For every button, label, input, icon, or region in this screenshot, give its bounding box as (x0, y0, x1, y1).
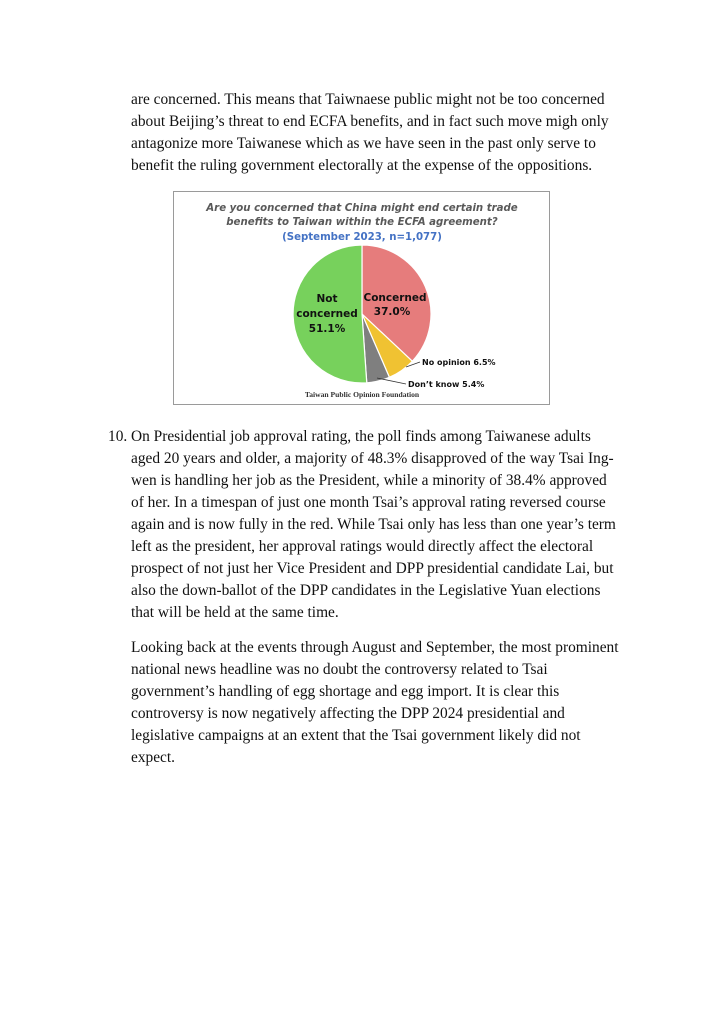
pie-chart (174, 192, 551, 406)
intro-paragraph: are concerned. This means that Taiwnaese public might not be too concerned about Beijing’s threat to end ECFA benefits, and in fact such move migh only antagonize more Taiwanese which as we have seen in the past only serve to benefit the ruling government electorally at the expense of the oppositions. (131, 91, 609, 174)
pie-chart-figure (173, 191, 550, 405)
chart-title-line-1: Are you concerned that China might end certain trade (206, 203, 518, 214)
label-no-opinion: No opinion 6.5% (422, 358, 496, 367)
chart-source: Taiwan Public Opinion Foundation (304, 390, 420, 399)
label-not-concerned-line-1: Not (316, 293, 338, 305)
list-number: 10. (108, 428, 128, 445)
label-concerned-name: Concerned (363, 292, 427, 304)
leader-line-dont-know (377, 378, 406, 384)
item10-paragraph: On Presidential job approval rating, the poll finds among Taiwanese adults aged 20 years and older, a majority of 48.3% disapproved of the way Tsai Ing-wen is handling her job as the President, while a minority of 38.4% approved of her. In a timespan of just one month Tsai’s approval rating reversed course again and is now fully in the red. While Tsai only has less than one year’s term left as the president, her approval ratings would directly affect the electoral prospect of not just her Vice President and DPP presidential candidate Lai, but also the down-ballot of the DPP candidates in the Legislative Yuan elections that will be held at the same time. (131, 428, 616, 621)
label-not-concerned-value: 51.1% (308, 323, 346, 335)
label-not-concerned-line-2: concerned (296, 308, 358, 320)
chart-subtitle: (September 2023, n=1,077) (282, 232, 442, 243)
closing-paragraph: Looking back at the events through August and September, the most prominent national news headline was no doubt the controversy related to Tsai government’s handling of egg shortage and egg import. It is clear this controversy is now negatively affecting the DPP 2024 presidential and legislative campaigns at an extent that the Tsai government likely did not expect. (131, 639, 619, 766)
label-concerned-value: 37.0% (373, 306, 411, 318)
chart-title-line-2: benefits to Taiwan within the ECFA agreement? (226, 217, 498, 228)
label-dont-know: Don’t know 5.4% (408, 380, 485, 389)
